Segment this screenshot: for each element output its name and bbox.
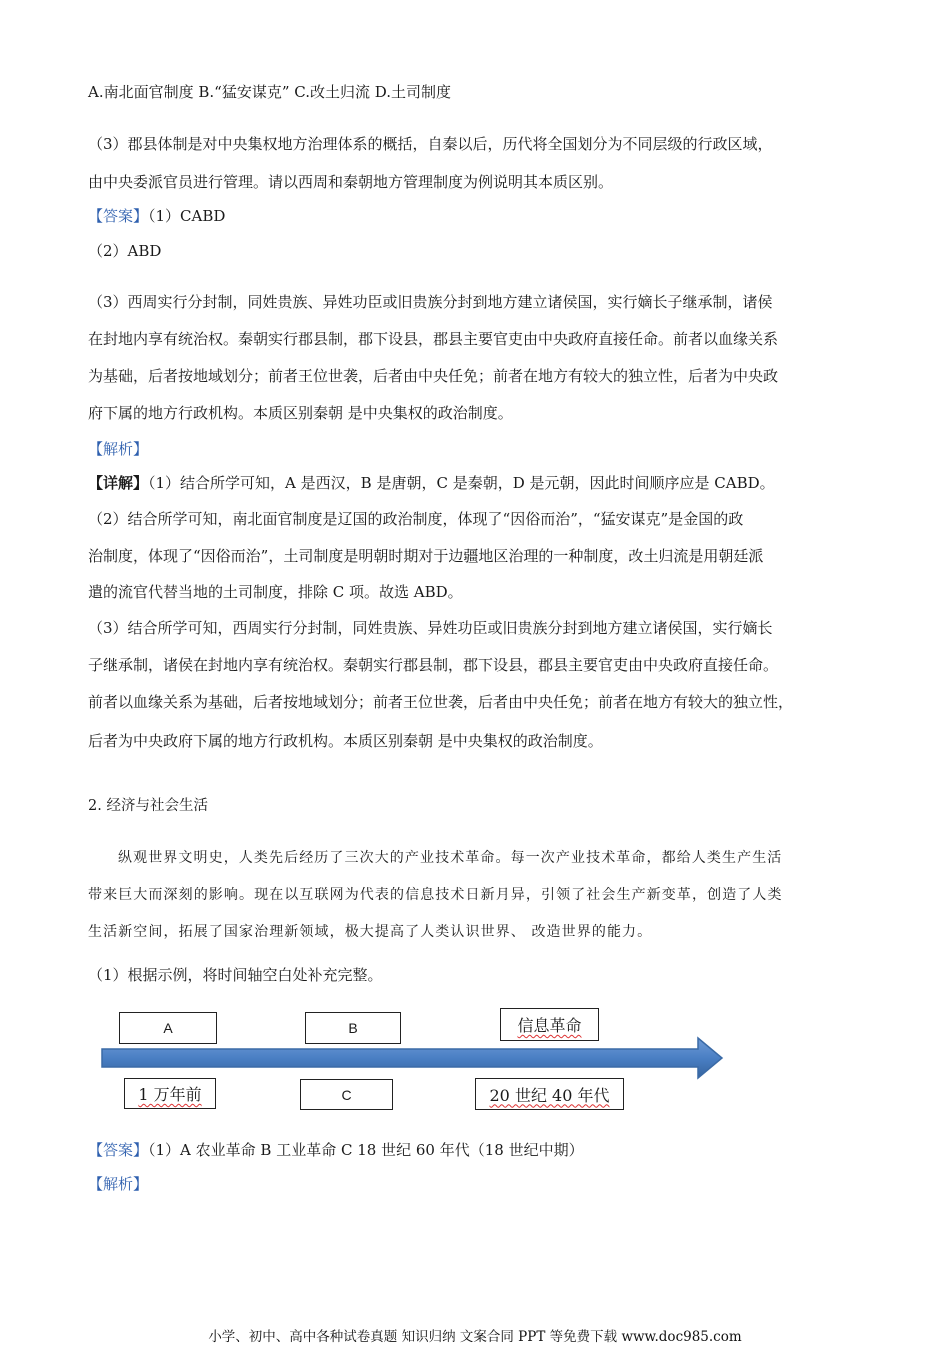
page-footer: 小学、初中、高中各种试卷真题 知识归纳 文案合同 PPT 等免费下载 www.doc985.com [208,1329,742,1345]
answer-section-2 [88,1140,584,1160]
detail-text: （1）结合所学可知，A 是西汉，B 是唐朝，C 是秦朝，D 是元朝，因此时间顺序应是 CABD。 [148,474,775,492]
answer-line-1 [88,206,225,226]
detail-line-7: 前者以血缘关系为基础，后者按地域划分；前者王位世袭，后者由中央任免；前者在地方有较大的独立性， [88,693,794,711]
timeline-question: （1）根据示例，将时间轴空白处补充完整。 [88,966,383,984]
detail-line-4: 遣的流官代替当地的土司制度，排除 C 项。故选 ABD。 [88,583,463,601]
timeline-box-a: A [119,1012,217,1044]
answer-text-2: （1）A 农业革命 B 工业革命 C 18 世纪 60 年代（18 世纪中期） [148,1141,584,1159]
timeline-label-info: 信息革命 [517,1016,582,1035]
answer-tag-2: 【答案】 [88,1141,149,1159]
timeline-label-10000: 1 万年前 [138,1085,202,1104]
detail-line-1 [88,473,775,493]
question-options: A.南北面官制度 B.“猛安谋克” C.改土归流 D.土司制度 [88,83,452,101]
timeline-label-1940s: 20 世纪 40 年代 [489,1085,610,1105]
detail-line-2: （2）结合所学可知，南北面官制度是辽国的政治制度，体现了“因俗而治”，“猛安谋克”是金国的政 [88,510,744,528]
timeline-box-b: B [305,1012,401,1044]
answer-3-line-2: 在封地内享有统治权。秦朝实行郡县制，郡下设县，郡县主要官吏由中央政府直接任命。前者以血缘关系 [88,330,779,348]
timeline-box-info-revolution [500,1008,599,1041]
answer-3-line-1: （3）西周实行分封制，同姓贵族、异姓功臣或旧贵族分封到地方建立诸侯国，实行嫡长子继承制，诸侯 [88,293,773,311]
answer-line-2: （2）ABD [88,242,162,260]
detail-line-3: 治制度，体现了“因俗而治”，土司制度是明朝时期对于边疆地区治理的一种制度，改土归流是用朝廷派 [88,547,764,565]
analysis-tag-2: 【解析】 [88,1175,149,1193]
detail-line-5: （3）结合所学可知，西周实行分封制，同姓贵族、异姓功臣或旧贵族分封到地方建立诸侯国，实行嫡长 [88,619,773,637]
answer-text: （1）CABD [148,207,226,225]
passage-line-1: 纵观世界文明史，人类先后经历了三次大的产业技术革命。每一次产业技术革命，都给人类生产生活 [118,850,783,866]
analysis-tag: 【解析】 [88,440,149,458]
answer-tag: 【答案】 [88,207,149,225]
timeline-box-c: C [300,1079,393,1110]
question-3-line-2: 由中央委派官员进行管理。请以西周和秦朝地方管理制度为例说明其本质区别。 [88,173,614,191]
detail-line-8: 后者为中央政府下属的地方行政机构。本质区别秦朝 是中央集权的政治制度。 [88,732,603,750]
timeline-box-10000-years [124,1078,216,1109]
question-3-line-1: （3）郡县体制是对中央集权地方治理体系的概括，自秦以后，历代将全国划分为不同层级的行政区域， [88,135,773,153]
timeline-box-1940s [475,1078,624,1110]
passage-line-3: 生活新空间，拓展了国家治理新领域，极大提高了人类认识世界、 改造世界的能力。 [88,924,653,940]
answer-3-line-4: 府下属的地方行政机构。本质区别秦朝 是中央集权的政治制度。 [88,404,513,422]
passage-line-2: 带来巨大而深刻的影响。现在以互联网为代表的信息技术日新月异，引领了社会生产新变革，创造了人类 [88,887,783,903]
answer-3-line-3: 为基础，后者按地域划分；前者王位世袭，后者由中央任免；前者在地方有较大的独立性，后者为中央政 [88,367,779,385]
detail-tag: 【详解】 [88,474,149,492]
section-2-title: 2. 经济与社会生活 [88,798,208,814]
detail-line-6: 子继承制，诸侯在封地内享有统治权。秦朝实行郡县制，郡下设县，郡县主要官吏由中央政府直接任命。 [88,656,779,674]
